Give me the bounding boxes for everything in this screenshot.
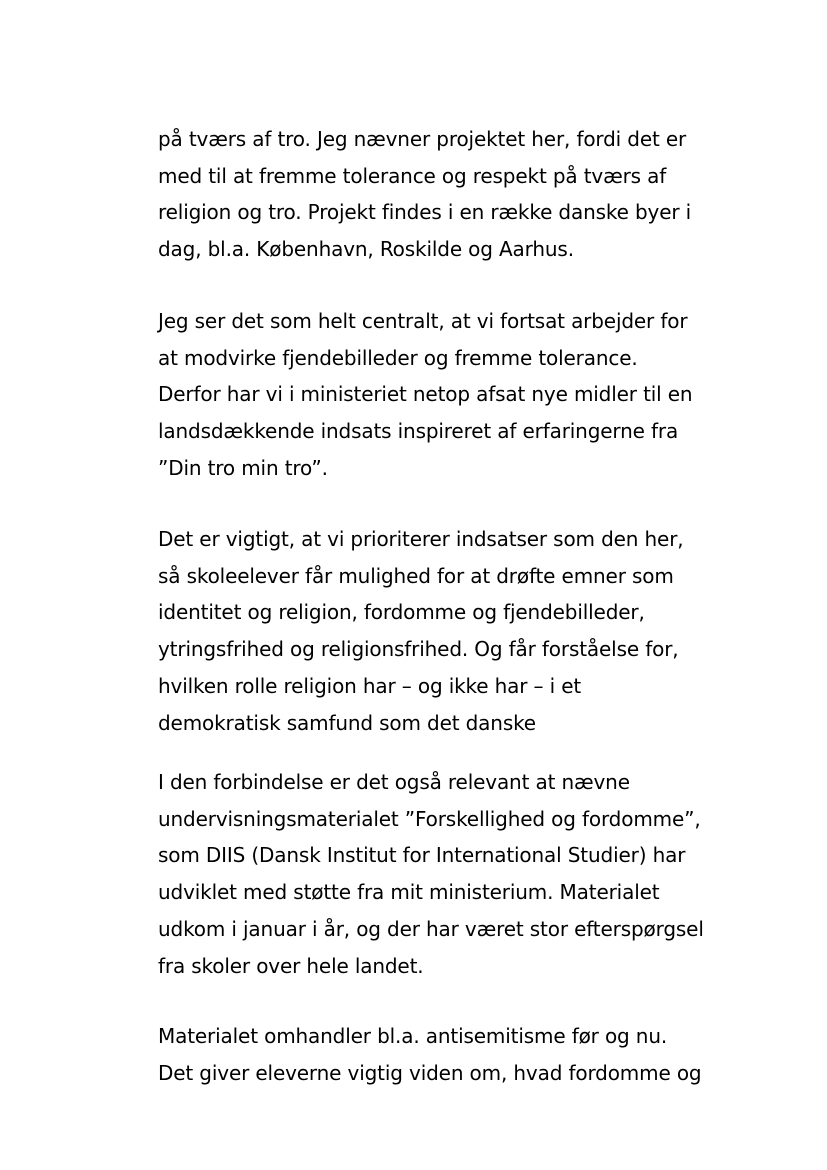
- text-line: dag, bl.a. København, Roskilde og Aarhus.: [158, 237, 574, 262]
- text-line: at modvirke fjendebilleder og fremme tolerance.: [158, 345, 638, 370]
- text-line: religion og tro. Projekt findes i en række danske byer i: [158, 200, 692, 225]
- text-line: så skoleelever får mulighed for at drøfte emner som: [158, 563, 674, 588]
- text-line: I den forbindelse er det også relevant at nævne: [158, 770, 630, 794]
- text-line: Jeg ser det som helt centralt, at vi fortsat arbejder for: [158, 309, 688, 333]
- text-line: Det er vigtigt, at vi prioriterer indsatser som den her,: [158, 527, 684, 551]
- paragraph-2: [158, 303, 728, 487]
- paragraph-3: [158, 521, 728, 741]
- text-line: udviklet med støtte fra mit ministerium. Materialet: [158, 880, 660, 905]
- text-line: Materialet omhandler bl.a. antisemitisme før og nu.: [158, 1024, 668, 1048]
- text-line: fra skoler over hele landet.: [158, 953, 424, 978]
- text-line: udkom i januar i år, og der har været stor efterspørgsel: [158, 916, 704, 941]
- text-line: på tværs af tro. Jeg nævner projektet her, fordi det er: [158, 127, 687, 151]
- text-line: Derfor har vi i ministeriet netop afsat nye midler til en: [158, 382, 693, 407]
- text-line: ”Din tro min tro”.: [158, 455, 328, 480]
- text-line: landsdækkende indsats inspireret af erfaringerne fra: [158, 419, 679, 444]
- paragraph-5: [158, 1018, 728, 1091]
- text-line: demokratisk samfund som det danske: [158, 710, 536, 735]
- text-line: Det giver eleverne vigtig viden om, hvad fordomme og: [158, 1060, 702, 1085]
- text-line: undervisningsmaterialet ”Forskellighed og fordomme”,: [158, 806, 701, 831]
- text-line: hvilken rolle religion har – og ikke har – i et: [158, 673, 582, 698]
- text-line: identitet og religion, fordomme og fjendebilleder,: [158, 600, 645, 625]
- text-line: som DIIS (Dansk Institut for International Studier) har: [158, 843, 686, 868]
- paragraph-4: [158, 764, 728, 984]
- text-line: med til at fremme tolerance og respekt på tværs af: [158, 163, 667, 188]
- text-line: ytringsfrihed og religionsfrihed. Og får forståelse for,: [158, 637, 679, 662]
- paragraph-1: [158, 121, 728, 268]
